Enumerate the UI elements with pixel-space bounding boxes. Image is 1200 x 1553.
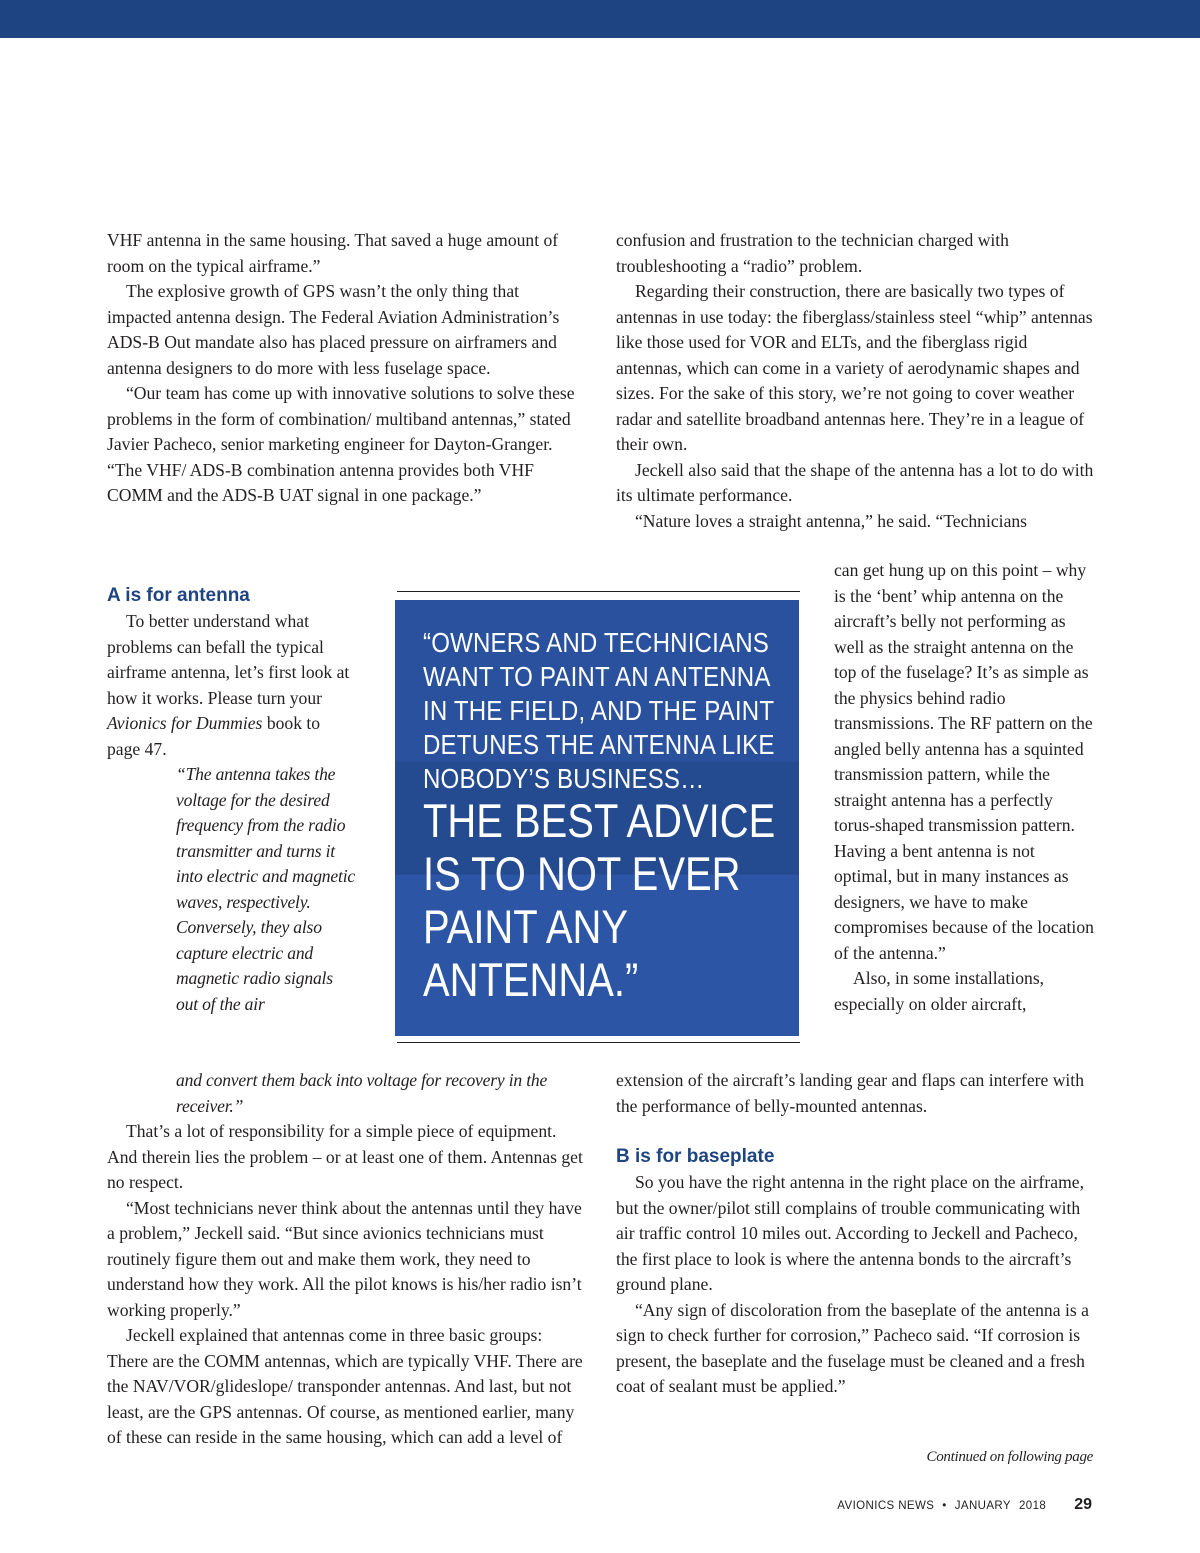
pull-quote-rule-top <box>397 591 800 592</box>
book-quote: “The antenna takes the voltage for the desired frequency from the radio transmitter and turns it into electric and magnetic waves, respectively. Conversely, they also capture electric and magnetic radio signals out of the air <box>176 764 355 1014</box>
pull-quote-line: IN THE FIELD, AND THE PAINT <box>423 695 775 726</box>
paragraph: VHF antenna in the same housing. That saved a huge amount of room on the typical airframe.” <box>107 230 559 276</box>
page-footer <box>837 1496 1092 1514</box>
intro-text-end: book to page 47. <box>107 713 321 759</box>
pull-quote-line: WANT TO PAINT AN ANTENNA <box>423 661 771 692</box>
paragraph: Jeckell explained that antennas come in three basic groups: There are the COMM antennas, which are typically VHF. There are the NAV/VOR/glideslope/ transponder antennas. And last, but not least, are the GPS antennas. Of course, as mentioned earlier, many of these can reside in the same housing, which can add a level of <box>107 1325 583 1447</box>
section-heading-antenna: A is for antenna <box>107 585 250 606</box>
pull-quote-line: THE BEST ADVICE <box>423 794 776 847</box>
right-column-bottom <box>616 1170 1094 1400</box>
paragraph: confusion and frustration to the technician charged with troubleshooting a “radio” problem. <box>616 230 1009 276</box>
pull-quote-line: “OWNERS AND TECHNICIANS <box>423 627 770 658</box>
right-column-continued <box>616 1068 1096 1119</box>
book-title: Avionics for Dummies <box>107 713 263 733</box>
continued-note: Continued on following page <box>926 1449 1093 1465</box>
paragraph: “Nature loves a straight antenna,” he said. “Technicians <box>635 510 1028 531</box>
pull-quote-rule-bottom <box>397 1042 800 1043</box>
paragraph: can get hung up on this point – why is the ‘bent’ whip antenna on the aircraft’s belly not performing as well as the straight antenna on the top of the fuselage? It’s as simple as the physics behind radio transmissions. The RF pattern on the angled belly antenna has a squinted transmission pattern, while the straight antenna has a perfectly torus-shaped transmission pattern. Having a bent antenna is not optimal, but in many instances as designers, we have to make compromises because of the location of the antenna.” <box>834 560 1094 963</box>
publication-name: AVIONICS NEWS <box>837 1500 935 1512</box>
paragraph: “Most technicians never think about the antennas until they have a problem,” Jeckell said. “But since avionics technicians must routinely figure them out and make them work, they need to understand how they work. All the pilot knows is his/her radio isn’t working properly.” <box>107 1197 582 1320</box>
pull-quote-line: NOBODY’S BUSINESS… <box>423 763 705 794</box>
left-column-intro <box>107 609 357 762</box>
paragraph: The explosive growth of GPS wasn’t the only thing that impacted antenna design. The Federal Aviation Administration’s ADS-B Out mandate also has placed pressure on airframers and antenna designers to do more with less fuselage space. <box>107 281 560 378</box>
paragraph: That’s a lot of responsibility for a simple piece of equipment. And therein lies the problem – or at least one of them. Antennas get no respect. <box>107 1121 583 1192</box>
pull-quote-line: PAINT ANY <box>423 900 629 953</box>
issue-year: 2018 <box>1019 1500 1047 1512</box>
pull-quote-line: IS TO NOT EVER <box>423 847 741 900</box>
right-column-wrap <box>834 558 1096 1017</box>
paragraph: So you have the right antenna in the right place on the airframe, but the owner/pilot still complains of trouble communicating with air traffic control 10 miles out. According to Jeckell and Pacheco, the first place to look is where the antenna bonds to the aircraft’s ground plane. <box>616 1172 1084 1294</box>
paragraph: extension of the aircraft’s landing gear and flaps can interfere with the performance of belly-mounted antennas. <box>616 1070 1084 1116</box>
paragraph: Jeckell also said that the shape of the antenna has a lot to do with its ultimate performance. <box>616 459 1094 505</box>
section-heading-baseplate: B is for baseplate <box>616 1146 775 1167</box>
pull-quote-emphasis <box>423 794 776 1006</box>
paragraph: Also, in some installations, especially on older aircraft, <box>834 968 1045 1014</box>
intro-text: To better understand what problems can befall the typical airframe antenna, let’s first look at how it works. Please turn your <box>107 611 350 708</box>
pull-quote-line: DETUNES THE ANTENNA LIKE <box>423 729 775 760</box>
footer-bullet: • <box>942 1500 947 1512</box>
right-column-top <box>616 228 1094 534</box>
pull-quote <box>395 600 799 1036</box>
pull-quote-lead <box>423 626 775 796</box>
left-column-top <box>107 228 585 509</box>
issue-month: JANUARY <box>954 1500 1012 1512</box>
pull-quote-line: ANTENNA.” <box>423 953 639 1006</box>
page-number: 29 <box>1074 1496 1092 1513</box>
paragraph <box>107 609 357 762</box>
book-quote-tail: and convert them back into voltage for recovery in the receiver.” <box>176 1070 548 1116</box>
paragraph: “Our team has come up with innovative solutions to solve these problems in the form of combination/ multiband antennas,” stated Javier Pacheco, senior marketing engineer for Dayton-Granger. “The VHF/ ADS-B combination antenna provides both VHF COMM and the ADS-B UAT signal in one package.” <box>107 383 575 505</box>
paragraph: Regarding their construction, there are basically two types of antennas in use today: the fiberglass/stainless steel “whip” antennas like those used for VOR and ELTs, and the fiberglass rigid antennas, which can come in a variety of aerodynamic shapes and sizes. For the sake of this story, we’re not going to cover weather radar and satellite broadband antennas here. They’re in a league of their own. <box>616 281 1093 454</box>
top-color-bar <box>0 0 1200 38</box>
left-column-bottom <box>107 1119 587 1451</box>
paragraph: “Any sign of discoloration from the baseplate of the antenna is a sign to check further for corrosion,” Pacheco said. “If corrosion is present, the baseplate and the fuselage must be cleaned and a fresh coat of sealant must be applied.” <box>616 1299 1089 1396</box>
